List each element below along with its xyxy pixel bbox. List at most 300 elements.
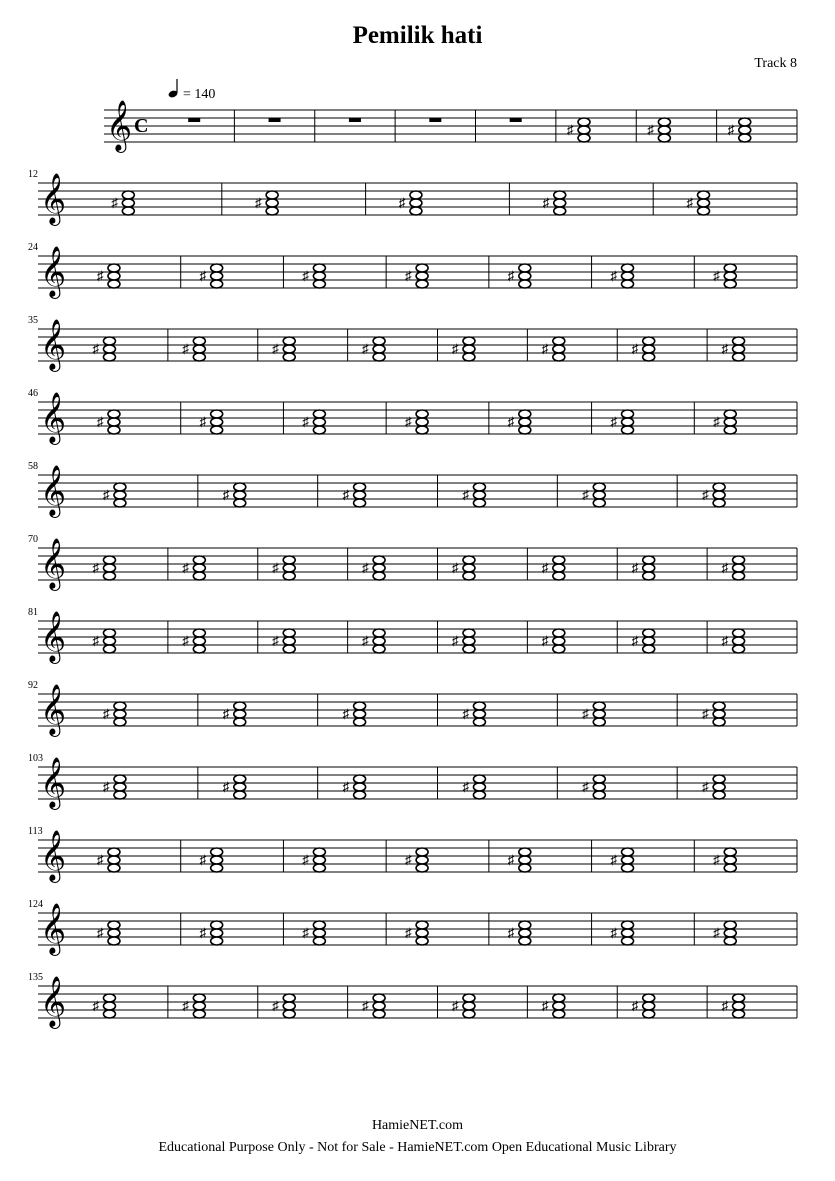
measure-number: 135 <box>28 972 43 983</box>
chord-notehead <box>234 775 246 783</box>
chord-notehead <box>463 353 475 361</box>
chord-notehead <box>122 199 134 207</box>
chord-notehead <box>724 848 736 856</box>
chord-notehead <box>108 264 120 272</box>
chord-notehead <box>211 848 223 856</box>
measure-number: 113 <box>28 826 43 837</box>
chord-notehead <box>739 118 751 126</box>
chord-notehead <box>108 418 120 426</box>
measure-number: 124 <box>28 899 43 910</box>
chord-notehead <box>283 645 295 653</box>
chord-notehead <box>733 572 745 580</box>
chord-notehead <box>211 426 223 434</box>
sharp-accidental: ♯ <box>342 779 350 794</box>
treble-clef-icon: 𝄞 <box>40 466 67 515</box>
sharp-accidental: ♯ <box>182 998 189 1013</box>
sharp-accidental: ♯ <box>713 414 720 429</box>
tempo-marking <box>168 79 216 102</box>
chord-notehead <box>283 572 295 580</box>
chord-notehead <box>108 921 120 929</box>
sharp-accidental: ♯ <box>702 779 709 794</box>
chord-notehead <box>193 353 205 361</box>
chord-notehead <box>463 637 475 645</box>
chord-notehead <box>713 499 725 507</box>
chord-notehead <box>463 556 475 564</box>
chord-notehead <box>114 710 126 718</box>
staff-system <box>28 315 797 372</box>
chord-notehead <box>578 134 590 142</box>
chord-notehead <box>103 564 115 572</box>
sharp-accidental: ♯ <box>702 487 709 502</box>
chord-notehead <box>622 272 634 280</box>
staff-system <box>28 534 797 591</box>
sharp-accidental: ♯ <box>182 633 189 648</box>
chord-notehead <box>234 710 246 718</box>
sharp-accidental: ♯ <box>405 414 412 429</box>
chord-notehead <box>733 564 745 572</box>
measure-number: 81 <box>28 607 38 618</box>
chord-notehead <box>354 702 366 710</box>
chord-notehead <box>733 337 745 345</box>
sharp-accidental: ♯ <box>362 633 369 648</box>
chord-notehead <box>733 345 745 353</box>
chord-notehead <box>114 775 126 783</box>
chord-notehead <box>713 710 725 718</box>
sharp-accidental: ♯ <box>96 414 104 429</box>
sharp-accidental: ♯ <box>199 852 207 867</box>
chord-notehead <box>593 483 605 491</box>
chord-notehead <box>593 710 605 718</box>
chord-notehead <box>416 410 428 418</box>
chord-notehead <box>373 556 385 564</box>
sharp-accidental: ♯ <box>272 341 279 356</box>
sharp-accidental: ♯ <box>541 633 549 648</box>
chord-notehead <box>211 272 223 280</box>
sharp-accidental: ♯ <box>272 998 279 1013</box>
sharp-accidental: ♯ <box>92 341 99 356</box>
sharp-accidental: ♯ <box>272 560 279 575</box>
chord-notehead <box>211 410 223 418</box>
sharp-accidental: ♯ <box>255 195 262 210</box>
sharp-accidental: ♯ <box>582 487 589 502</box>
measure-number: 12 <box>28 169 38 180</box>
chord-notehead <box>463 337 475 345</box>
chord-notehead <box>103 345 115 353</box>
chord-notehead <box>553 629 565 637</box>
chord-notehead <box>473 783 485 791</box>
chord-notehead <box>373 629 385 637</box>
chord-notehead <box>519 929 531 937</box>
chord-notehead <box>724 264 736 272</box>
sharp-accidental: ♯ <box>405 268 412 283</box>
sharp-accidental: ♯ <box>541 341 549 356</box>
chord-notehead <box>519 264 531 272</box>
staff-system <box>28 242 797 299</box>
sharp-accidental: ♯ <box>92 998 99 1013</box>
chord-notehead <box>643 353 655 361</box>
chord-notehead <box>643 629 655 637</box>
chord-notehead <box>554 199 566 207</box>
chord-notehead <box>373 1002 385 1010</box>
sharp-accidental: ♯ <box>713 268 720 283</box>
chord-notehead <box>553 353 565 361</box>
chord-notehead <box>473 775 485 783</box>
chord-notehead <box>313 280 325 288</box>
chord-notehead <box>283 629 295 637</box>
sharp-accidental: ♯ <box>462 706 469 721</box>
treble-clef-icon: 𝄞 <box>40 904 67 953</box>
chord-notehead <box>373 353 385 361</box>
chord-notehead <box>283 337 295 345</box>
measure-number: 103 <box>28 753 43 764</box>
chord-notehead <box>416 921 428 929</box>
chord-notehead <box>193 345 205 353</box>
chord-notehead <box>193 994 205 1002</box>
sharp-accidental: ♯ <box>111 195 118 210</box>
chord-notehead <box>416 929 428 937</box>
chord-notehead <box>553 564 565 572</box>
chord-notehead <box>103 629 115 637</box>
sharp-accidental: ♯ <box>610 414 618 429</box>
sharp-accidental: ♯ <box>362 998 369 1013</box>
sharp-accidental: ♯ <box>102 779 110 794</box>
sharp-accidental: ♯ <box>222 487 230 502</box>
chord-notehead <box>519 272 531 280</box>
sharp-accidental: ♯ <box>462 779 469 794</box>
chord-notehead <box>373 572 385 580</box>
chord-notehead <box>283 637 295 645</box>
chord-notehead <box>643 645 655 653</box>
chord-notehead <box>122 191 134 199</box>
staff-system <box>28 680 797 737</box>
chord-notehead <box>313 929 325 937</box>
chord-notehead <box>193 564 205 572</box>
chord-notehead <box>211 280 223 288</box>
chord-notehead <box>724 426 736 434</box>
treble-clef-icon: 𝄞 <box>40 539 67 588</box>
sharp-accidental: ♯ <box>582 779 589 794</box>
sharp-accidental: ♯ <box>507 268 515 283</box>
sharp-accidental: ♯ <box>541 560 549 575</box>
sharp-accidental: ♯ <box>342 706 350 721</box>
chord-notehead <box>373 564 385 572</box>
chord-notehead <box>266 199 278 207</box>
chord-notehead <box>373 345 385 353</box>
sharp-accidental: ♯ <box>727 122 735 137</box>
chord-notehead <box>713 775 725 783</box>
chord-notehead <box>114 718 126 726</box>
treble-clef-icon: 𝄞 <box>106 101 133 150</box>
chord-notehead <box>519 848 531 856</box>
sharp-accidental: ♯ <box>631 998 639 1013</box>
chord-notehead <box>724 864 736 872</box>
chord-notehead <box>553 337 565 345</box>
chord-notehead <box>211 418 223 426</box>
chord-notehead <box>554 207 566 215</box>
staff-system <box>28 753 797 810</box>
chord-notehead <box>713 718 725 726</box>
chord-notehead <box>373 645 385 653</box>
chord-notehead <box>622 280 634 288</box>
chord-notehead <box>622 921 634 929</box>
sharp-accidental: ♯ <box>451 633 459 648</box>
sharp-accidental: ♯ <box>507 925 515 940</box>
chord-notehead <box>733 1010 745 1018</box>
chord-notehead <box>622 864 634 872</box>
chord-notehead <box>724 410 736 418</box>
chord-notehead <box>553 572 565 580</box>
chord-notehead <box>313 426 325 434</box>
sharp-accidental: ♯ <box>302 852 309 867</box>
chord-notehead <box>283 1002 295 1010</box>
chord-notehead <box>108 272 120 280</box>
chord-notehead <box>193 629 205 637</box>
sharp-accidental: ♯ <box>631 560 639 575</box>
chord-notehead <box>622 418 634 426</box>
sharp-accidental: ♯ <box>451 341 459 356</box>
chord-notehead <box>733 556 745 564</box>
measure-number: 35 <box>28 315 38 326</box>
chord-notehead <box>519 921 531 929</box>
chord-notehead <box>266 191 278 199</box>
chord-notehead <box>416 426 428 434</box>
chord-notehead <box>108 856 120 864</box>
time-signature: C <box>134 115 149 137</box>
chord-notehead <box>553 637 565 645</box>
sharp-accidental: ♯ <box>451 560 459 575</box>
sharp-accidental: ♯ <box>647 122 654 137</box>
measure-number: 70 <box>28 534 38 545</box>
staff-system <box>28 972 797 1029</box>
sharp-accidental: ♯ <box>610 852 618 867</box>
sharp-accidental: ♯ <box>541 998 549 1013</box>
chord-notehead <box>354 783 366 791</box>
sharp-accidental: ♯ <box>92 633 99 648</box>
chord-notehead <box>463 629 475 637</box>
chord-notehead <box>373 1010 385 1018</box>
chord-notehead <box>103 353 115 361</box>
chord-notehead <box>103 994 115 1002</box>
chord-notehead <box>193 556 205 564</box>
chord-notehead <box>553 345 565 353</box>
chord-notehead <box>643 345 655 353</box>
treble-clef-icon: 𝄞 <box>40 393 67 442</box>
treble-clef-icon: 𝄞 <box>40 247 67 296</box>
chord-notehead <box>103 1010 115 1018</box>
chord-notehead <box>103 556 115 564</box>
sharp-accidental: ♯ <box>199 925 207 940</box>
sharp-accidental: ♯ <box>222 779 230 794</box>
chord-notehead <box>211 856 223 864</box>
chord-notehead <box>593 718 605 726</box>
chord-notehead <box>463 572 475 580</box>
chord-notehead <box>519 410 531 418</box>
chord-notehead <box>643 1010 655 1018</box>
chord-notehead <box>622 929 634 937</box>
chord-notehead <box>354 483 366 491</box>
chord-notehead <box>193 645 205 653</box>
chord-notehead <box>354 718 366 726</box>
chord-notehead <box>108 929 120 937</box>
chord-notehead <box>473 718 485 726</box>
chord-notehead <box>193 337 205 345</box>
chord-notehead <box>463 345 475 353</box>
chord-notehead <box>114 702 126 710</box>
chord-notehead <box>211 864 223 872</box>
chord-notehead <box>108 410 120 418</box>
chord-notehead <box>733 629 745 637</box>
chord-notehead <box>354 775 366 783</box>
sharp-accidental: ♯ <box>102 706 110 721</box>
sharp-accidental: ♯ <box>631 633 639 648</box>
chord-notehead <box>473 499 485 507</box>
sharp-accidental: ♯ <box>542 195 550 210</box>
page-title: Pemilik hati <box>352 22 483 49</box>
footer-site: HamieNET.com <box>371 1118 464 1133</box>
chord-notehead <box>658 134 670 142</box>
chord-notehead <box>622 410 634 418</box>
sharp-accidental: ♯ <box>199 414 207 429</box>
chord-notehead <box>410 207 422 215</box>
chord-notehead <box>622 848 634 856</box>
chord-notehead <box>234 702 246 710</box>
chord-notehead <box>473 702 485 710</box>
chord-notehead <box>724 937 736 945</box>
sharp-accidental: ♯ <box>222 706 230 721</box>
chord-notehead <box>416 264 428 272</box>
sharp-accidental: ♯ <box>721 341 729 356</box>
chord-notehead <box>234 499 246 507</box>
chord-notehead <box>473 791 485 799</box>
chord-notehead <box>473 710 485 718</box>
sharp-accidental: ♯ <box>302 925 309 940</box>
sharp-accidental: ♯ <box>631 341 639 356</box>
chord-notehead <box>416 848 428 856</box>
chord-notehead <box>354 710 366 718</box>
chord-notehead <box>416 856 428 864</box>
chord-notehead <box>410 191 422 199</box>
staff-system <box>104 101 797 153</box>
chord-notehead <box>354 491 366 499</box>
chord-notehead <box>416 272 428 280</box>
chord-notehead <box>108 848 120 856</box>
chord-notehead <box>234 783 246 791</box>
whole-rest <box>349 118 361 122</box>
chord-notehead <box>373 337 385 345</box>
chord-notehead <box>114 491 126 499</box>
chord-notehead <box>283 345 295 353</box>
sharp-accidental: ♯ <box>567 122 574 137</box>
chord-notehead <box>724 929 736 937</box>
chord-notehead <box>733 645 745 653</box>
chord-notehead <box>643 994 655 1002</box>
chord-notehead <box>283 353 295 361</box>
sharp-accidental: ♯ <box>342 487 350 502</box>
chord-notehead <box>643 564 655 572</box>
chord-notehead <box>622 426 634 434</box>
chord-notehead <box>724 272 736 280</box>
sharp-accidental: ♯ <box>713 852 720 867</box>
chord-notehead <box>724 418 736 426</box>
treble-clef-icon: 𝄞 <box>40 320 67 369</box>
sharp-accidental: ♯ <box>199 268 207 283</box>
chord-notehead <box>211 921 223 929</box>
sharp-accidental: ♯ <box>713 925 720 940</box>
sharp-accidental: ♯ <box>182 341 189 356</box>
whole-rest <box>429 118 441 122</box>
chord-notehead <box>193 1002 205 1010</box>
sharp-accidental: ♯ <box>362 560 369 575</box>
chord-notehead <box>266 207 278 215</box>
staff-system <box>28 607 797 664</box>
chord-notehead <box>739 134 751 142</box>
sharp-accidental: ♯ <box>182 560 189 575</box>
sharp-accidental: ♯ <box>451 998 459 1013</box>
chord-notehead <box>313 864 325 872</box>
chord-notehead <box>643 556 655 564</box>
whole-rest <box>510 118 522 122</box>
chord-notehead <box>108 280 120 288</box>
chord-notehead <box>103 1002 115 1010</box>
chord-notehead <box>698 207 710 215</box>
chord-notehead <box>108 864 120 872</box>
chord-notehead <box>658 126 670 134</box>
staff-system <box>28 461 797 518</box>
treble-clef-icon: 𝄞 <box>40 174 67 223</box>
sharp-accidental: ♯ <box>507 852 515 867</box>
chord-notehead <box>193 637 205 645</box>
chord-notehead <box>313 418 325 426</box>
chord-notehead <box>416 937 428 945</box>
chord-notehead <box>622 264 634 272</box>
chord-notehead <box>733 353 745 361</box>
chord-notehead <box>553 994 565 1002</box>
chord-notehead <box>416 280 428 288</box>
chord-notehead <box>473 483 485 491</box>
chord-notehead <box>354 499 366 507</box>
chord-notehead <box>313 937 325 945</box>
chord-notehead <box>622 856 634 864</box>
sharp-accidental: ♯ <box>92 560 99 575</box>
sharp-accidental: ♯ <box>398 195 406 210</box>
chord-notehead <box>724 280 736 288</box>
chord-notehead <box>283 1010 295 1018</box>
chord-notehead <box>313 856 325 864</box>
chord-notehead <box>519 856 531 864</box>
chord-notehead <box>733 1002 745 1010</box>
sharp-accidental: ♯ <box>582 706 589 721</box>
sharp-accidental: ♯ <box>507 414 515 429</box>
treble-clef-icon: 𝄞 <box>40 685 67 734</box>
chord-notehead <box>643 337 655 345</box>
sharp-accidental: ♯ <box>610 268 618 283</box>
sharp-accidental: ♯ <box>721 633 729 648</box>
chord-notehead <box>211 264 223 272</box>
chord-notehead <box>234 718 246 726</box>
sharp-accidental: ♯ <box>96 925 104 940</box>
whole-rest <box>188 118 200 122</box>
chord-notehead <box>643 1002 655 1010</box>
measure-number: 46 <box>28 388 38 399</box>
chord-notehead <box>416 418 428 426</box>
chord-notehead <box>713 491 725 499</box>
chord-notehead <box>698 199 710 207</box>
chord-notehead <box>713 702 725 710</box>
chord-notehead <box>553 1002 565 1010</box>
chord-notehead <box>553 556 565 564</box>
chord-notehead <box>733 637 745 645</box>
staff-system <box>28 388 797 445</box>
